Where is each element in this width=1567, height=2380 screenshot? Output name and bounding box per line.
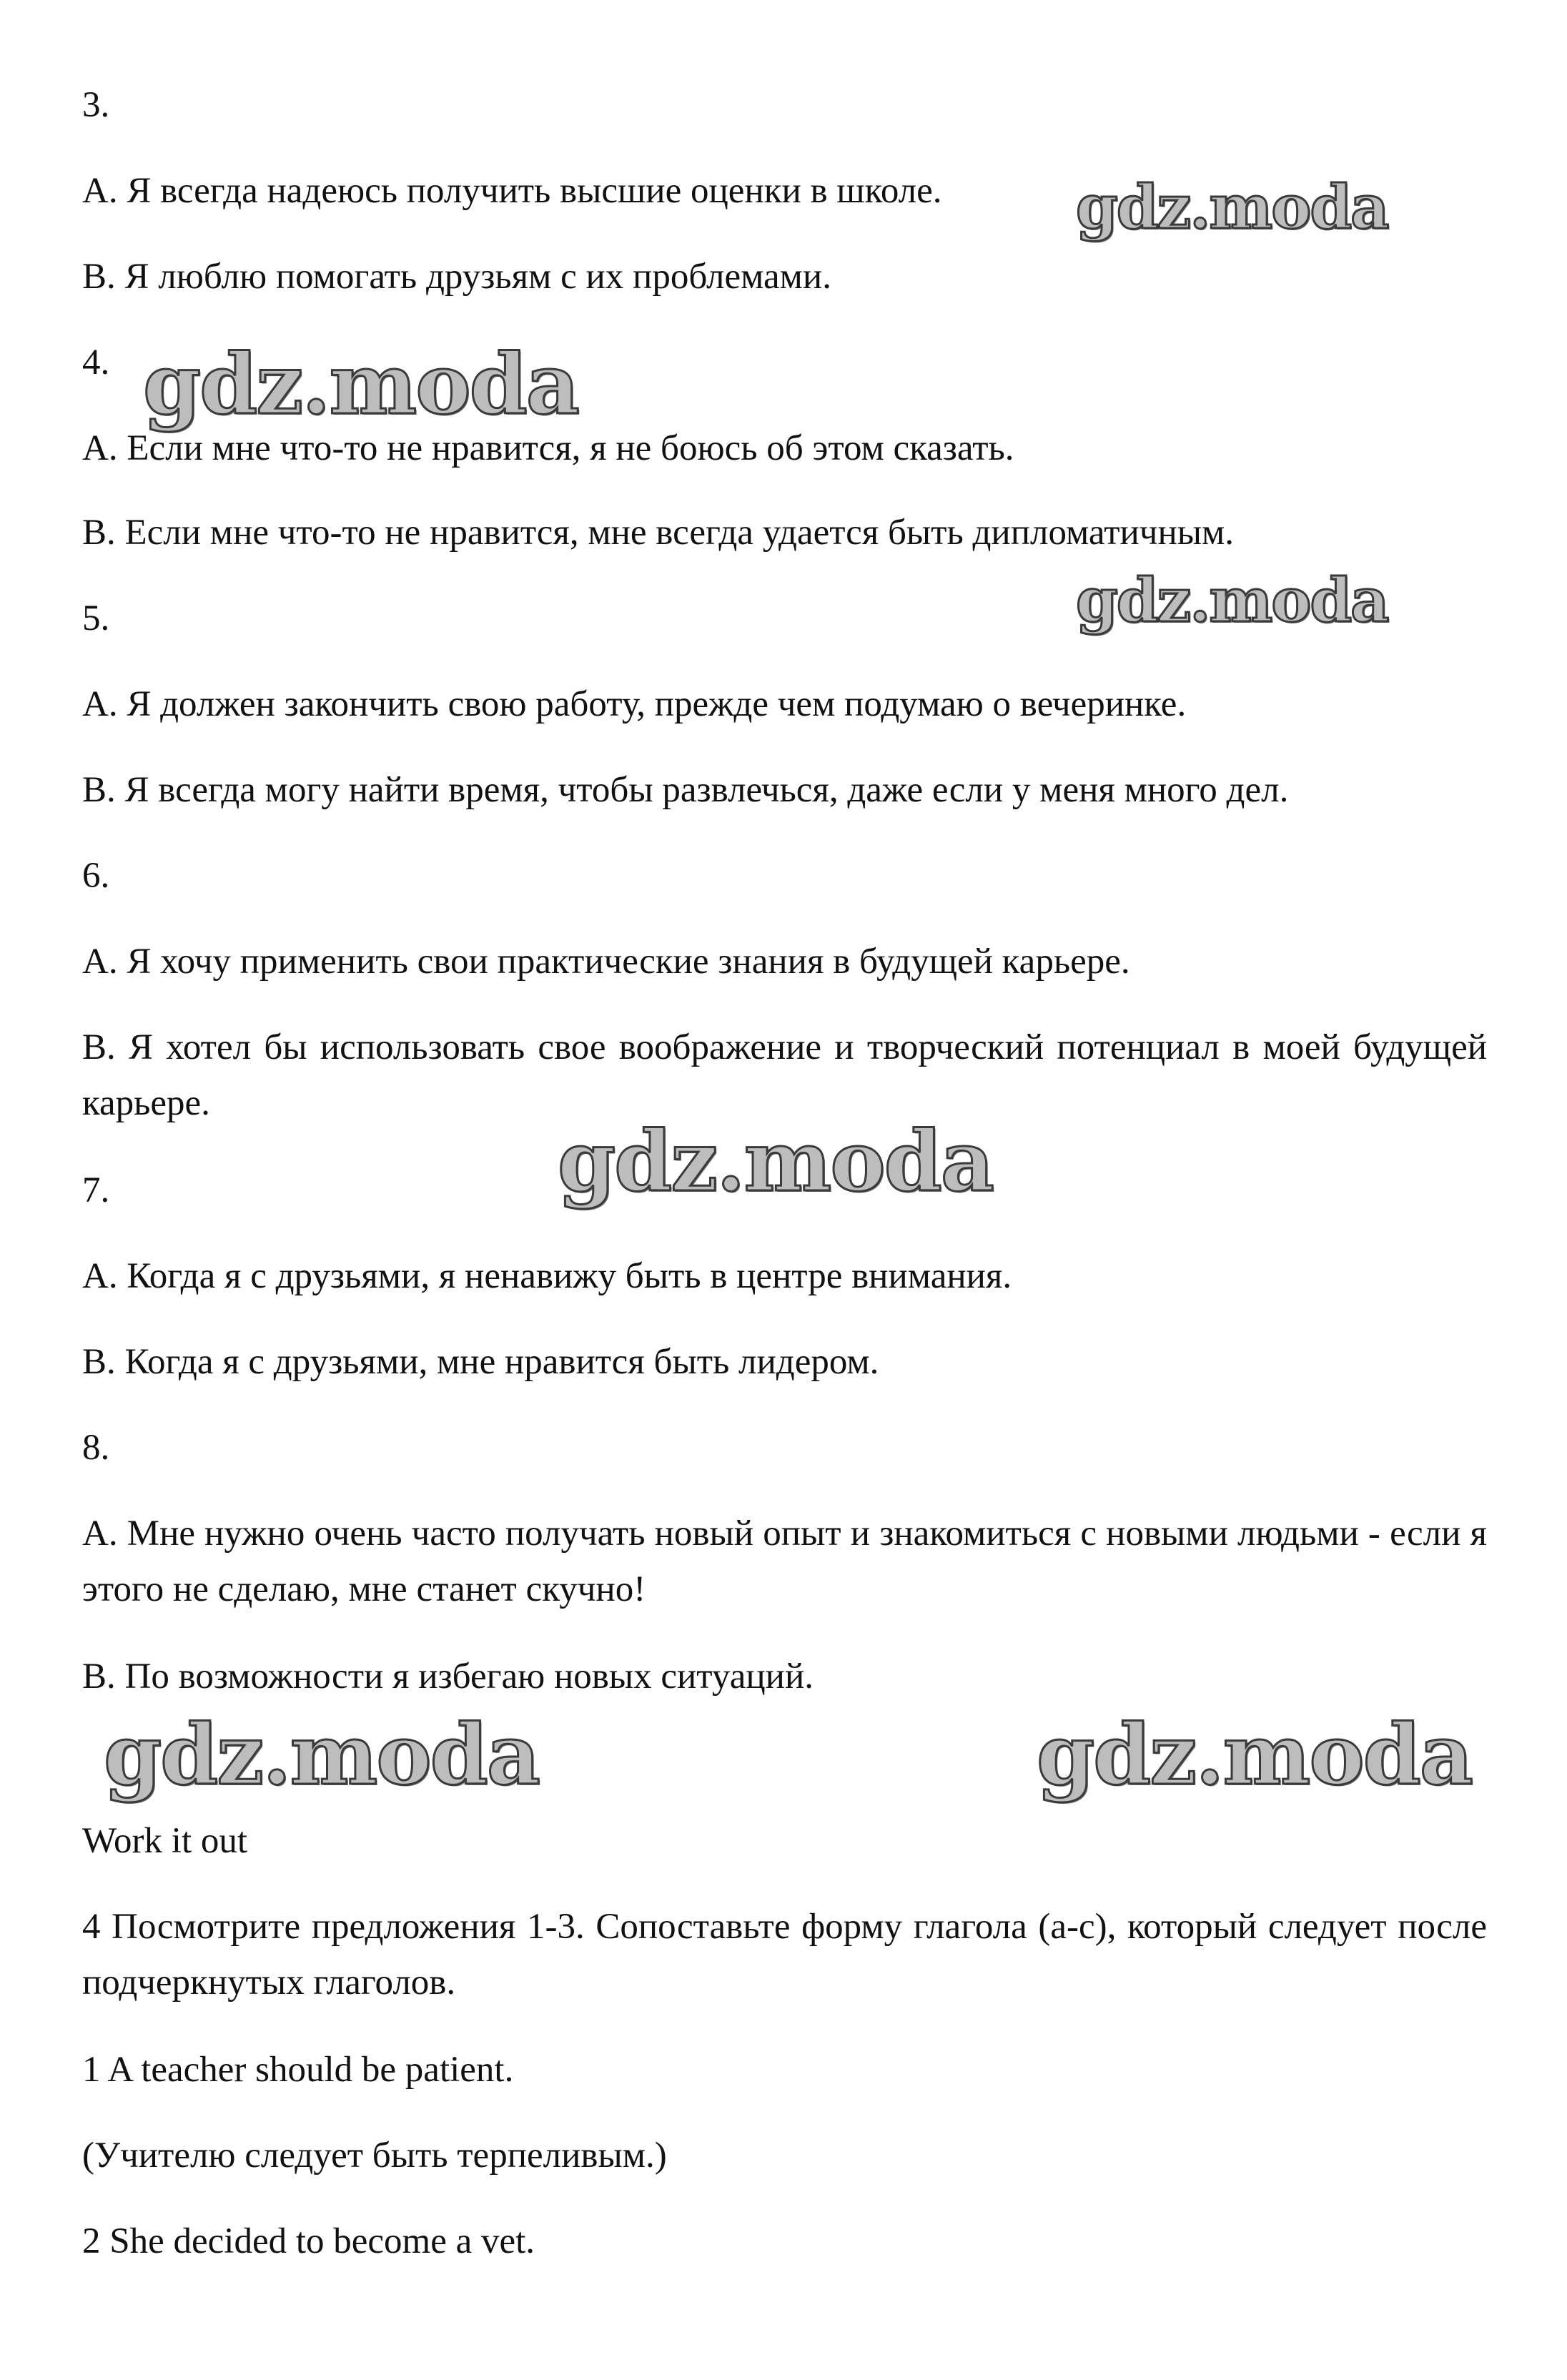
watermark: gdz.moda (1076, 172, 1388, 242)
sentence-1-translation: (Учителю следует быть терпеливым.) (82, 2135, 667, 2176)
option-8a: A. Мне нужно очень часто получать новый опыт и знакомиться с новыми людьми - если я этого не сделаю, мне станет скучно! (82, 1514, 1487, 1609)
option-4b: B. Если мне что-то не нравится, мне всегда удается быть дипломатичным. (82, 513, 1235, 553)
watermark: gdz.moda (558, 1113, 993, 1210)
sentence-2: 2 She decided to become a vet. (82, 2221, 535, 2261)
option-7a: A. Когда я с друзьями, я ненавижу быть в центре внимания. (82, 1256, 1012, 1296)
option-8b: B. По возможности я избегаю новых ситуаций. (82, 1656, 814, 1697)
option-3a: A. Я всегда надеюсь получить высшие оценки в школе. (82, 171, 942, 211)
option-3b: B. Я люблю помогать друзьям с их проблемами. (82, 257, 831, 297)
option-6a: A. Я хочу применить свои практические знания в будущей карьере. (82, 942, 1130, 982)
option-6b: B. Я хотел бы использовать свое воображение и творческий потенциал в моей будущей карьере. (82, 1027, 1487, 1123)
watermark: gdz.moda (1076, 565, 1388, 636)
option-5b: B. Я всегда могу найти время, чтобы развлечься, даже если у меня много дел. (82, 770, 1289, 810)
watermark: gdz.moda (143, 336, 578, 433)
item-number-3: 3. (82, 85, 110, 125)
item-number-5: 5. (82, 598, 110, 638)
task-4-instructions: 4 Посмотрите предложения 1-3. Сопоставьте форму глагола (a-c), который следует после подчеркнутых глаголов. (82, 1907, 1487, 2003)
item-number-4: 4. (82, 342, 110, 382)
sentence-1: 1 A teacher should be patient. (82, 2050, 514, 2090)
section-heading-work-it-out: Work it out (82, 1821, 248, 1861)
item-number-6: 6. (82, 856, 110, 896)
watermark: gdz.moda (104, 1707, 539, 1804)
option-4a: A. Если мне что-то не нравится, я не боюсь об этом сказать. (82, 428, 1014, 468)
item-number-7: 7. (82, 1170, 110, 1210)
option-5a: A. Я должен закончить свою работу, прежде чем подумаю о вечеринке. (82, 684, 1187, 724)
item-number-8: 8. (82, 1428, 110, 1468)
watermark: gdz.moda (1037, 1707, 1472, 1804)
option-7b: B. Когда я с друзьями, мне нравится быть лидером. (82, 1342, 879, 1382)
